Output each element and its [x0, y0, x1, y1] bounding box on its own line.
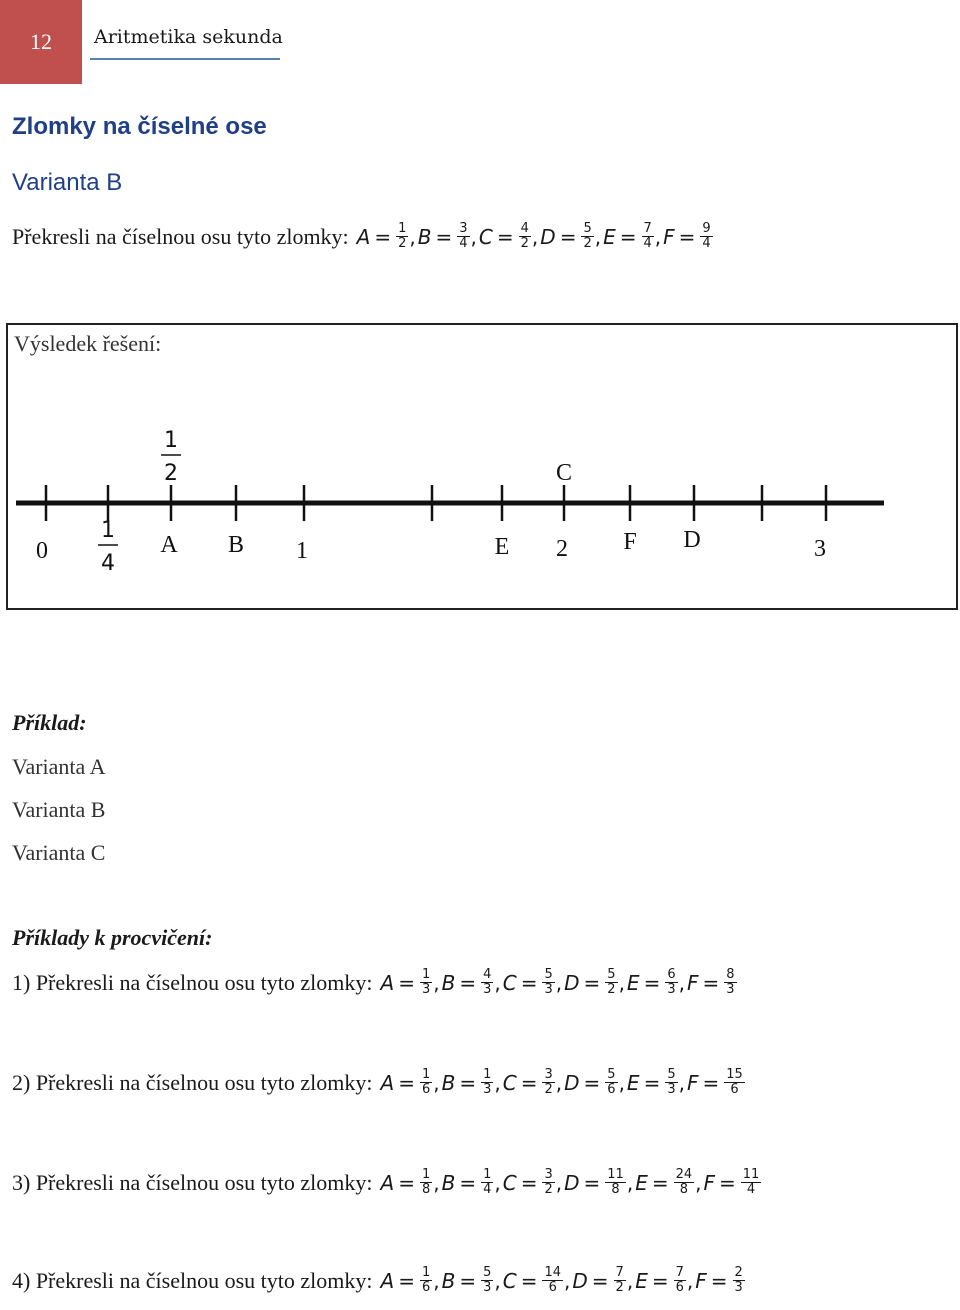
fraction — [614, 1266, 626, 1295]
comma: , — [626, 1170, 634, 1195]
fraction — [642, 222, 654, 251]
practice-item — [12, 1266, 746, 1295]
fraction-denominator: 8 — [611, 1182, 620, 1197]
below-label: A — [160, 532, 178, 558]
fraction-numerator: 1 — [483, 1167, 492, 1182]
equals-sign: = — [459, 1170, 477, 1195]
fraction-denominator: 2 — [398, 236, 407, 251]
fraction-denominator: 3 — [734, 1280, 743, 1295]
fraction-denominator: 6 — [730, 1082, 739, 1097]
fraction-variable: F — [686, 970, 699, 995]
practice-item-fractions — [381, 1266, 746, 1295]
fraction-numerator: 3 — [544, 1167, 553, 1182]
fraction — [420, 1266, 432, 1295]
fraction-denominator: 6 — [548, 1280, 557, 1295]
practice-item-fractions — [381, 968, 738, 997]
comma: , — [618, 1070, 625, 1095]
equals-sign: = — [583, 1070, 601, 1095]
comma: , — [555, 1170, 563, 1195]
fraction-denominator: 6 — [421, 1280, 431, 1295]
fraction-numerator: 5 — [583, 221, 592, 236]
fraction-denominator: 2 — [583, 236, 592, 251]
comma: , — [626, 1268, 634, 1293]
equals-sign: = — [559, 224, 577, 249]
example-item: Varianta C — [12, 840, 106, 865]
task-fractions — [357, 222, 714, 251]
fraction-numerator: 4 — [483, 967, 492, 982]
fraction-variable: F — [695, 1268, 707, 1293]
fraction-variable: D — [540, 224, 556, 249]
comma: , — [594, 224, 602, 249]
fraction-numerator: 1 — [421, 1265, 431, 1280]
example-item: Varianta B — [12, 797, 106, 822]
equals-sign: = — [459, 1070, 477, 1095]
equals-sign: = — [651, 1170, 669, 1195]
fraction — [481, 968, 493, 997]
below-label: D — [683, 527, 701, 553]
comma: , — [654, 224, 662, 249]
fraction — [481, 1068, 493, 1097]
fraction-denominator: 3 — [667, 982, 676, 997]
fraction-denominator: 4 — [459, 236, 468, 251]
variant-title: Varianta B — [12, 169, 123, 196]
fraction-denominator: 4 — [483, 1182, 492, 1197]
task-text: Překresli na číselnou osu tyto zlomky: — [12, 223, 349, 249]
practice-item-fractions — [381, 1168, 763, 1197]
task-line — [12, 222, 714, 251]
fraction-numerator: 3 — [544, 1067, 553, 1082]
fraction-numerator: 9 — [702, 221, 711, 236]
equals-sign: = — [702, 970, 720, 995]
fraction-numerator: 1 — [483, 1067, 492, 1082]
below-label: E — [494, 534, 510, 560]
fraction — [420, 1168, 432, 1197]
fraction-variable: B — [441, 1268, 456, 1293]
below-fraction-label-denominator: 4 — [101, 551, 115, 576]
practice-item-text: 3) Překresli na číselnou osu tyto zlomky: — [12, 1169, 373, 1195]
fraction — [542, 1266, 563, 1295]
equals-sign: = — [459, 970, 477, 995]
fraction-numerator: 1 — [421, 1167, 431, 1182]
comma: , — [618, 970, 625, 995]
fraction-variable: F — [703, 1170, 716, 1195]
comma: , — [695, 1170, 702, 1195]
comma: , — [678, 1070, 685, 1095]
comma: , — [686, 1268, 694, 1293]
equals-sign: = — [643, 970, 661, 995]
fraction — [724, 968, 736, 997]
example-item: Varianta A — [12, 754, 106, 779]
practice-item — [12, 968, 738, 997]
fraction-numerator: 7 — [675, 1265, 684, 1280]
fraction-variable: C — [502, 970, 517, 995]
fraction-variable: D — [564, 1170, 580, 1195]
fraction-variable: A — [380, 1170, 395, 1195]
header-rule — [90, 58, 280, 60]
comma: , — [555, 970, 563, 995]
fraction-variable: A — [380, 970, 395, 995]
fraction-denominator: 4 — [746, 1182, 756, 1197]
fraction — [420, 968, 432, 997]
equals-sign: = — [398, 1170, 415, 1195]
equals-sign: = — [435, 224, 453, 249]
fraction-variable: B — [441, 970, 456, 995]
comma: , — [433, 1170, 440, 1195]
practice-item-text: 2) Překresli na číselnou osu tyto zlomky: — [12, 1069, 373, 1095]
fraction-variable: C — [502, 1070, 517, 1095]
comma: , — [678, 970, 685, 995]
fraction-numerator: 24 — [675, 1167, 693, 1182]
equals-sign: = — [398, 1070, 415, 1095]
fraction-numerator: 1 — [421, 967, 431, 982]
fraction — [420, 1068, 432, 1097]
fraction — [665, 1068, 677, 1097]
fraction-denominator: 6 — [607, 1082, 616, 1097]
fraction-variable: F — [686, 1070, 699, 1095]
fraction-denominator: 2 — [615, 1280, 624, 1295]
comma: , — [564, 1268, 571, 1293]
fraction-variable: D — [564, 970, 580, 995]
number-line — [8, 325, 956, 608]
fraction — [542, 1168, 554, 1197]
fraction-variable: F — [663, 224, 675, 249]
fraction-numerator: 5 — [667, 1067, 676, 1082]
below-label: 1 — [296, 538, 308, 564]
comma: , — [433, 1070, 440, 1095]
fraction-denominator: 2 — [544, 1082, 553, 1097]
fraction-numerator: 4 — [520, 221, 529, 236]
fraction — [581, 222, 593, 251]
fraction — [674, 1266, 686, 1295]
fraction-numerator: 5 — [483, 1265, 492, 1280]
result-label: Výsledek řešení: — [14, 331, 162, 356]
practice-item — [12, 1068, 746, 1097]
fraction — [481, 1168, 493, 1197]
fraction-denominator: 8 — [679, 1182, 688, 1197]
fraction — [665, 968, 677, 997]
fraction — [605, 968, 617, 997]
page-number: 12 — [30, 29, 52, 54]
fraction-numerator: 5 — [607, 967, 616, 982]
fraction — [724, 1068, 745, 1097]
practice-heading-text: Příklady k procvičení: — [12, 925, 213, 950]
fraction — [605, 1168, 626, 1197]
fraction-denominator: 3 — [483, 982, 492, 997]
fraction-numerator: 15 — [726, 1067, 743, 1082]
comma: , — [470, 224, 477, 249]
fraction-denominator: 8 — [421, 1182, 431, 1197]
equals-sign: = — [643, 1070, 661, 1095]
fraction-numerator: 7 — [615, 1265, 624, 1280]
fraction-denominator: 3 — [726, 982, 735, 997]
equals-sign: = — [520, 1070, 538, 1095]
fraction-variable: B — [441, 1070, 456, 1095]
fraction-denominator: 3 — [483, 1082, 492, 1097]
above-fraction-label-denominator: 2 — [164, 461, 178, 486]
section-title: Zlomky na číselné ose — [12, 113, 267, 140]
fraction-numerator: 5 — [544, 967, 553, 982]
equals-sign: = — [520, 1268, 538, 1293]
fraction-numerator: 6 — [667, 967, 676, 982]
header-title: Aritmetika sekunda — [94, 26, 283, 48]
fraction-variable: E — [626, 1070, 640, 1095]
fraction-variable: C — [478, 224, 493, 249]
fraction — [700, 222, 712, 251]
below-fraction-label-numerator: 1 — [101, 518, 115, 543]
below-label: B — [227, 532, 245, 558]
fraction-denominator: 3 — [667, 1082, 676, 1097]
below-label: 3 — [814, 536, 826, 562]
fraction-numerator: 5 — [607, 1067, 616, 1082]
fraction-numerator: 1 — [421, 1067, 431, 1082]
fraction — [542, 1068, 554, 1097]
equals-sign: = — [520, 1170, 538, 1195]
fraction-denominator: 2 — [544, 1182, 553, 1197]
fraction — [481, 1266, 493, 1295]
equals-sign: = — [583, 1170, 601, 1195]
fraction-variable: C — [502, 1170, 517, 1195]
fraction-variable: E — [626, 970, 640, 995]
fraction — [605, 1068, 617, 1097]
comma: , — [433, 970, 440, 995]
fraction — [741, 1168, 762, 1197]
equals-sign: = — [459, 1268, 477, 1293]
fraction-variable: E — [635, 1268, 648, 1293]
fraction-numerator: 11 — [607, 1167, 624, 1182]
fraction-variable: B — [441, 1170, 456, 1195]
fraction-denominator: 2 — [607, 982, 616, 997]
practice-item-text: 4) Překresli na číselnou osu tyto zlomky: — [12, 1267, 373, 1293]
fraction — [519, 222, 531, 251]
fraction-denominator: 3 — [544, 982, 553, 997]
equals-sign: = — [591, 1268, 609, 1293]
fraction-variable: A — [380, 1070, 395, 1095]
fraction-numerator: 14 — [544, 1265, 562, 1280]
equals-sign: = — [710, 1268, 728, 1293]
fraction-denominator: 4 — [643, 236, 652, 251]
equals-sign: = — [719, 1170, 736, 1195]
equals-sign: = — [678, 224, 696, 249]
fraction-variable: C — [502, 1268, 517, 1293]
comma: , — [494, 1268, 501, 1293]
example-heading — [12, 710, 87, 736]
practice-item — [12, 1168, 762, 1197]
comma: , — [409, 224, 416, 249]
equals-sign: = — [619, 224, 637, 249]
equals-sign: = — [496, 224, 514, 249]
above-fraction-label-numerator: 1 — [164, 428, 178, 453]
equals-sign: = — [520, 970, 538, 995]
example-heading-text: Příklad: — [12, 710, 87, 735]
fraction-numerator: 1 — [398, 221, 407, 236]
fraction-variable: D — [572, 1268, 588, 1293]
fraction-variable: D — [564, 1070, 580, 1095]
equals-sign: = — [583, 970, 601, 995]
fraction-numerator: 11 — [742, 1167, 760, 1182]
fraction-numerator: 2 — [734, 1265, 743, 1280]
comma: , — [433, 1268, 440, 1293]
fraction-denominator: 6 — [675, 1280, 684, 1295]
fraction — [733, 1266, 745, 1295]
fraction — [457, 222, 469, 251]
comma: , — [494, 1070, 501, 1095]
fraction — [542, 968, 554, 997]
fraction-variable: E — [635, 1170, 648, 1195]
fraction — [396, 222, 408, 251]
fraction-denominator: 2 — [520, 236, 529, 251]
fraction-numerator: 8 — [726, 967, 735, 982]
practice-item-fractions — [381, 1068, 746, 1097]
fraction-denominator: 3 — [483, 1280, 492, 1295]
practice-item-text: 1) Překresli na číselnou osu tyto zlomky: — [12, 969, 373, 995]
fraction — [674, 1168, 695, 1197]
below-label: F — [623, 529, 637, 555]
above-label: C — [555, 460, 573, 486]
equals-sign: = — [374, 224, 392, 249]
fraction-variable: B — [417, 224, 432, 249]
comma: , — [494, 970, 501, 995]
comma: , — [555, 1070, 563, 1095]
fraction-numerator: 3 — [459, 221, 468, 236]
fraction-variable: E — [603, 224, 616, 249]
below-label: 0 — [36, 538, 48, 564]
practice-heading — [12, 925, 212, 951]
equals-sign: = — [398, 1268, 415, 1293]
page-number-box — [0, 0, 82, 84]
below-label: 2 — [556, 536, 568, 562]
fraction-variable: A — [380, 1268, 395, 1293]
fraction-numerator: 7 — [643, 221, 652, 236]
equals-sign: = — [702, 1070, 720, 1095]
result-box — [6, 323, 958, 610]
fraction-denominator: 3 — [421, 982, 431, 997]
equals-sign: = — [398, 970, 415, 995]
comma: , — [531, 224, 539, 249]
equals-sign: = — [651, 1268, 669, 1293]
fraction-variable: A — [356, 224, 371, 249]
comma: , — [494, 1170, 501, 1195]
fraction-denominator: 4 — [702, 236, 711, 251]
fraction-denominator: 6 — [421, 1082, 431, 1097]
